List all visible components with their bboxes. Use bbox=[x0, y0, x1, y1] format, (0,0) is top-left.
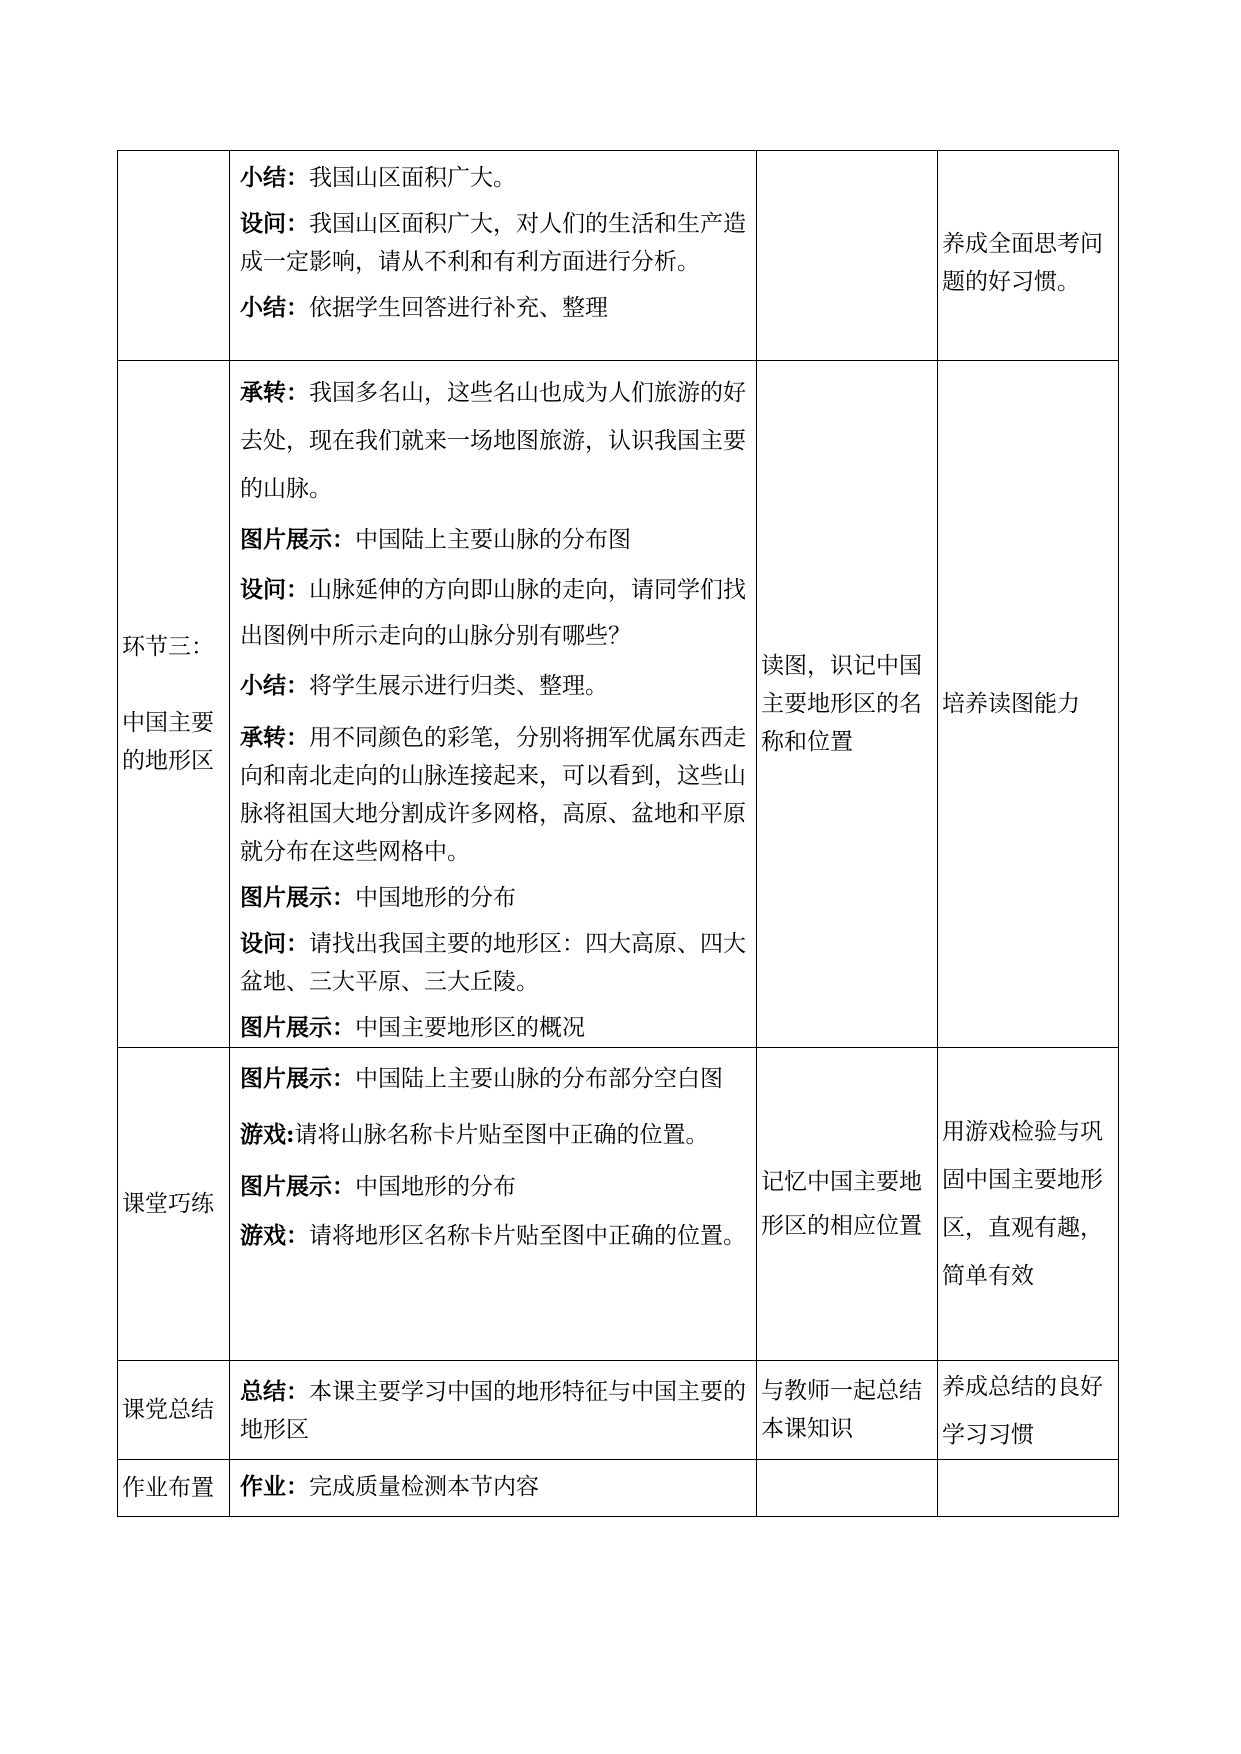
content-paragraph: 游戏:请将山脉名称卡片贴至图中正确的位置。 bbox=[240, 1121, 709, 1148]
content-paragraph: 游戏：请将地形区名称卡片贴至图中正确的位置。 bbox=[240, 1222, 746, 1249]
goal-cell bbox=[938, 1460, 1119, 1517]
content-paragraph: 图片展示：中国地形的分布 bbox=[240, 884, 516, 911]
content-paragraph: 小结：将学生展示进行归类、整理。 bbox=[240, 672, 608, 699]
content-cell bbox=[230, 1048, 757, 1361]
goal-cell: 培养读图能力 bbox=[938, 361, 1119, 1048]
content-cell bbox=[230, 361, 757, 1048]
content-cell bbox=[230, 151, 757, 361]
content-cell bbox=[230, 1361, 757, 1460]
content-paragraph: 小结：我国山区面积广大。 bbox=[240, 164, 516, 191]
activity-cell bbox=[757, 1460, 938, 1517]
table-row bbox=[118, 1460, 1119, 1517]
table-row bbox=[118, 1361, 1119, 1460]
content-cell bbox=[230, 1460, 757, 1517]
goal-text: 养成全面思考问题的好习惯。 bbox=[942, 230, 1103, 295]
content-paragraph: 总结：本课主要学习中国的地形特征与中国主要的地形区 bbox=[240, 1378, 746, 1443]
content-paragraph: 图片展示：中国陆上主要山脉的分布图 bbox=[240, 526, 631, 553]
stage-cell: 课堂巧练 bbox=[118, 1048, 230, 1361]
goal-cell: 用游戏检验与巩固中国主要地形区，直观有趣，简单有效 bbox=[938, 1048, 1119, 1361]
activity-cell: 读图，识记中国主要地形区的名称和位置 bbox=[757, 361, 938, 1048]
content-paragraph: 作业：完成质量检测本节内容 bbox=[240, 1473, 539, 1500]
content-paragraph: 小结：依据学生回答进行补充、整理 bbox=[240, 294, 608, 321]
content-paragraph: 图片展示：中国陆上主要山脉的分布部分空白图 bbox=[240, 1065, 723, 1092]
stage-cell bbox=[118, 151, 230, 361]
stage-label: 环节三： bbox=[122, 634, 214, 660]
stage-cell: 作业布置 bbox=[118, 1460, 230, 1517]
content-paragraph: 设问：请找出我国主要的地形区：四大高原、四大盆地、三大平原、三大丘陵。 bbox=[240, 930, 746, 995]
stage-cell: 课党总结 bbox=[118, 1361, 230, 1460]
activity-cell: 记忆中国主要地形区的相应位置 bbox=[757, 1048, 938, 1361]
stage-label: 中国主要的地形区 bbox=[122, 710, 214, 774]
activity-cell bbox=[757, 151, 938, 361]
content-paragraph: 承转：用不同颜色的彩笔，分别将拥军优属东西走向和南北走向的山脉连接起来，可以看到，这些山脉将祖国大地分割成许多网格，高原、盆地和平原就分布在这些网格中。 bbox=[240, 724, 746, 865]
goal-cell bbox=[938, 151, 1119, 361]
content-paragraph: 承转：我国多名山，这些名山也成为人们旅游的好去处，现在我们就来一场地图旅游，认识我国主要的山脉。 bbox=[240, 379, 746, 502]
table-row bbox=[118, 361, 1119, 1048]
stage-cell bbox=[118, 361, 230, 1048]
content-paragraph: 设问：山脉延伸的方向即山脉的走向，请同学们找出图例中所示走向的山脉分别有哪些？ bbox=[240, 576, 746, 649]
table-row bbox=[118, 151, 1119, 361]
content-paragraph: 设问：我国山区面积广大，对人们的生活和生产造成一定影响，请从不利和有利方面进行分析。 bbox=[240, 210, 746, 275]
content-paragraph: 图片展示：中国主要地形区的概况 bbox=[240, 1014, 585, 1041]
content-paragraph: 图片展示：中国地形的分布 bbox=[240, 1173, 516, 1200]
activity-cell: 与教师一起总结本课知识 bbox=[757, 1361, 938, 1460]
lesson-plan-table bbox=[117, 150, 1119, 1517]
table-row bbox=[118, 1048, 1119, 1361]
goal-cell: 养成总结的良好学习习惯 bbox=[938, 1361, 1119, 1460]
